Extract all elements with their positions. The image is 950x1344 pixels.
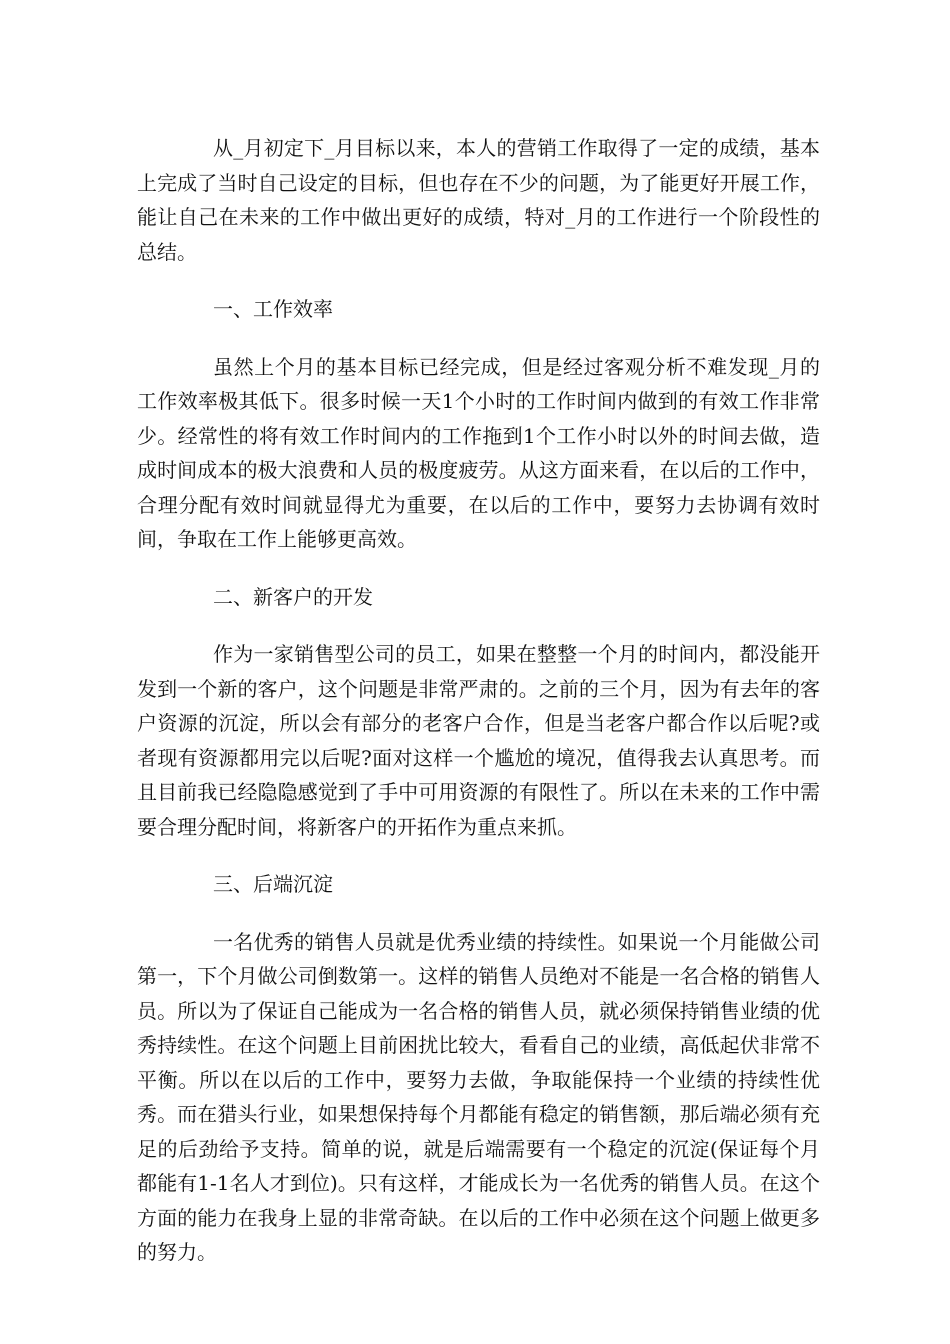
section-body-backend: 一名优秀的销售人员就是优秀业绩的持续性。如果说一个月能做公司第一，下个月做公司倒数第一。这样的销售人员绝对不能是一名合格的销售人员。所以为了保证自己能成为一名合格的销售人员，就必须保持销售业绩的优秀持续性。在这个问题上目前困扰比较大，看看自己的业绩，高低起伏非常不平衡。所以在以后的工作中，要努力去做，争取能保持一个业绩的持续性优秀。而在猎头行业，如果想保持每个月都能有稳定的销售额，那后端必须有充足的后劲给予支持。简单的说，就是后端需要有一个稳定的沉淀(保证每个月都能有1-1名人才到位)。只有这样，才能成长为一名优秀的销售人员。在这个方面的能力在我身上显的非常奇缺。在以后的工作中必须在这个问题上做更多的努力。 bbox=[137, 929, 820, 1264]
document-page bbox=[137, 131, 820, 1270]
section-body-efficiency: 虽然上个月的基本目标已经完成，但是经过客观分析不难发现_月的工作效率极其低下。很多时候一天1个小时的工作时间内做到的有效工作非常少。经常性的将有效工作时间内的工作拖到1个工作小时以外的时间去做，造成时间成本的极大浪费和人员的极度疲劳。从这方面来看，在以后的工作中，合理分配有效时间就显得尤为重要，在以后的工作中，要努力去协调有效时间，争取在工作上能够更高效。 bbox=[137, 354, 820, 551]
section-heading-efficiency: 一、工作效率 bbox=[213, 297, 333, 321]
intro-paragraph: 从_月初定下_月目标以来，本人的营销工作取得了一定的成绩，基本上完成了当时自己设定的目标，但也存在不少的问题，为了能更好开展工作，能让自己在未来的工作中做出更好的成绩，特对_月的工作进行一个阶段性的总结。 bbox=[137, 136, 820, 264]
section-heading-backend: 三、后端沉淀 bbox=[213, 872, 333, 896]
section-heading-new-clients: 二、新客户的开发 bbox=[213, 584, 373, 609]
section-body-new-clients: 作为一家销售型公司的员工，如果在整整一个月的时间内，都没能开发到一个新的客户，这个问题是非常严肃的。之前的三个月，因为有去年的客户资源的沉淀，所以会有部分的老客户合作，但是当老客户都合作以后呢?或者现有资源都用完以后呢?面对这样一个尴尬的境况，值得我去认真思考。而且目前我已经隐隐感觉到了手中可用资源的有限性了。所以在未来的工作中需要合理分配时间，将新客户的开拓作为重点来抓。 bbox=[137, 642, 820, 839]
